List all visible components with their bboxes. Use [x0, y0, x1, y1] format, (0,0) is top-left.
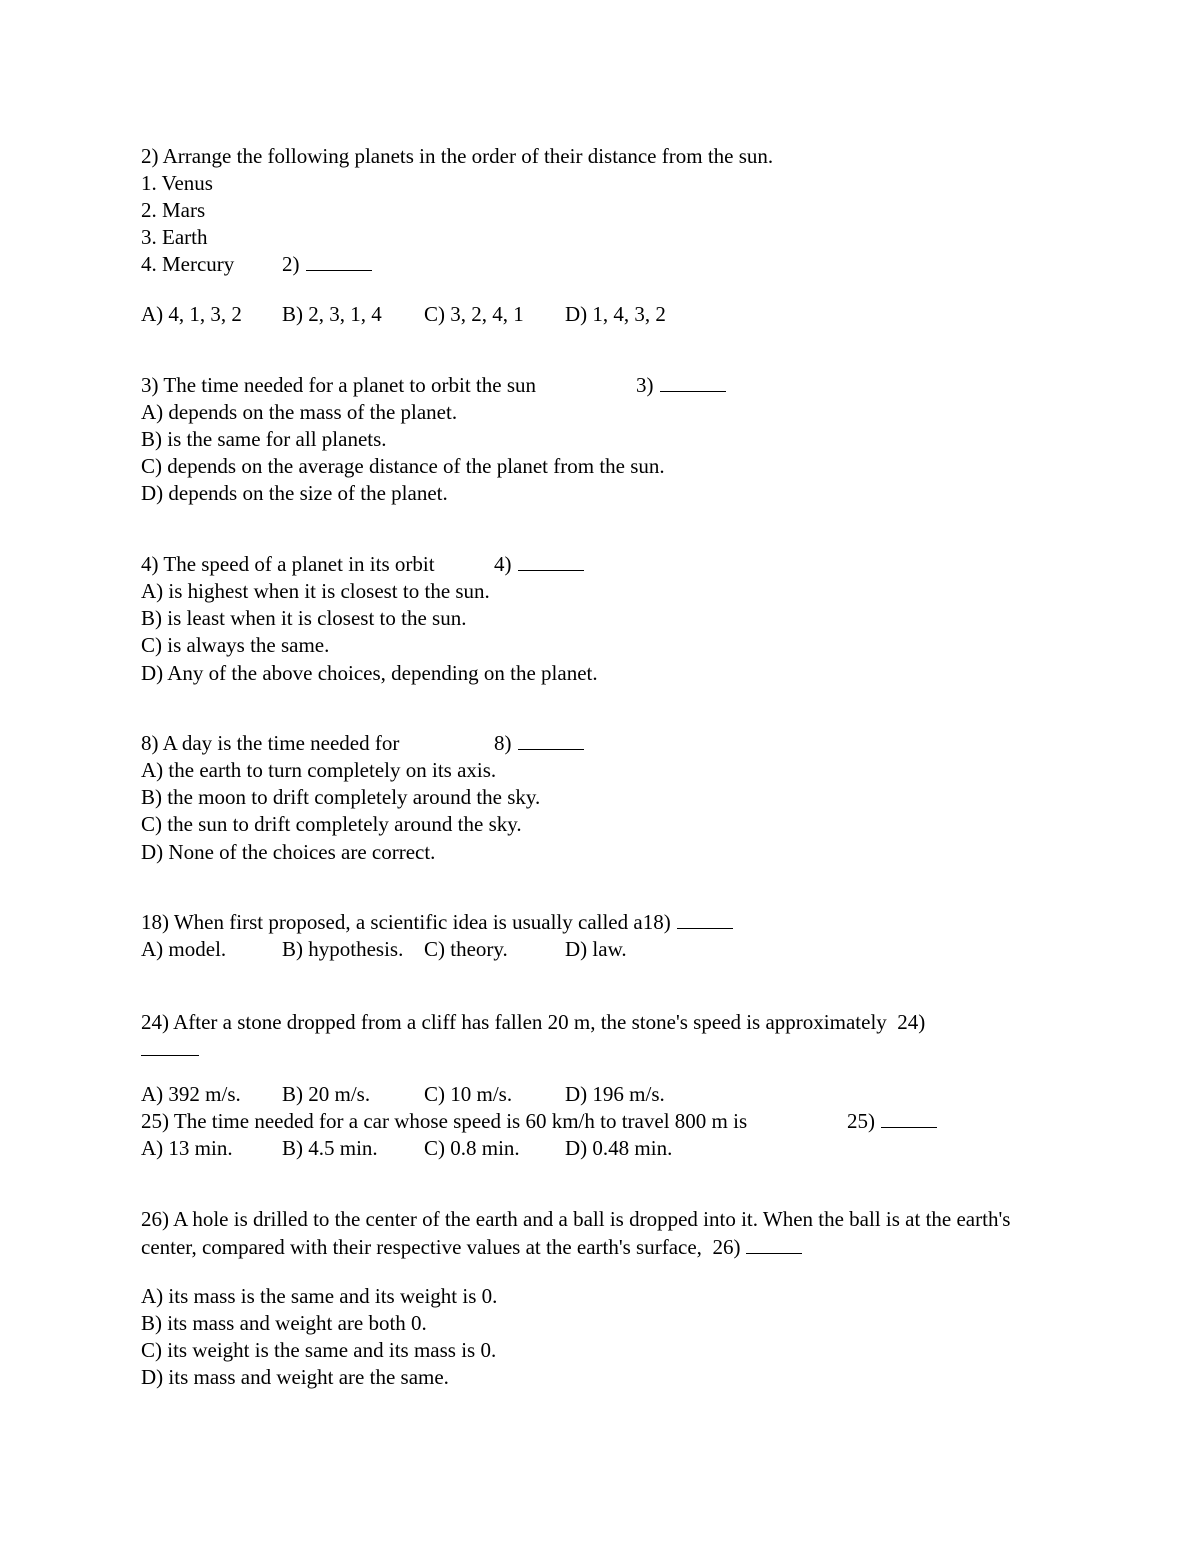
question-stem — [141, 909, 733, 936]
choice-b: B) 4.5 min. — [282, 1136, 378, 1160]
question-stem-text: 24) After a stone dropped from a cliff has fallen 20 m, the stone's speed is approximately — [141, 1010, 887, 1034]
list-item: 2. Mars — [141, 198, 206, 222]
choice-a: A) model. — [141, 937, 227, 961]
question-stem: 8) A day is the time needed for — [141, 731, 400, 755]
question-stem-text: 18) When first proposed, a scientific idea is usually called a — [141, 910, 643, 934]
answer-blank — [306, 252, 372, 271]
question-stem: 25) The time needed for a car whose speed is 60 km/h to travel 800 m is — [141, 1109, 748, 1133]
answer-blank — [518, 731, 584, 750]
choice-a: A) is highest when it is closest to the sun. — [141, 579, 490, 603]
choice-c: C) 0.8 min. — [424, 1136, 520, 1160]
choice-a: A) 13 min. — [141, 1136, 233, 1160]
answer-slot — [847, 1108, 937, 1135]
choice-c: C) theory. — [424, 937, 508, 961]
question-stem: 3) The time needed for a planet to orbit the sun — [141, 373, 536, 397]
choice-d: D) 196 m/s. — [565, 1082, 665, 1106]
choice-c: C) 10 m/s. — [424, 1082, 513, 1106]
choice-b: B) 20 m/s. — [282, 1082, 371, 1106]
answer-blank — [746, 1235, 802, 1254]
question-stem — [141, 1009, 925, 1036]
list-item: 1. Venus — [141, 171, 213, 195]
answer-blank — [141, 1037, 199, 1056]
choice-a: A) depends on the mass of the planet. — [141, 400, 458, 424]
answer-label: 8) — [494, 731, 512, 755]
choice-c: C) is always the same. — [141, 633, 330, 657]
choice-d: D) depends on the size of the planet. — [141, 481, 448, 505]
choice-d: D) its mass and weight are the same. — [141, 1365, 449, 1389]
choice-d: D) 1, 4, 3, 2 — [565, 302, 666, 326]
answer-label: 24) — [897, 1010, 926, 1034]
answer-slot — [494, 551, 584, 578]
choice-c: C) depends on the average distance of the planet from the sun. — [141, 454, 665, 478]
question-stem: 2) Arrange the following planets in the order of their distance from the sun. — [141, 144, 774, 168]
choice-b: B) the moon to drift completely around the sky. — [141, 785, 541, 809]
choice-c: C) the sun to drift completely around the sky. — [141, 812, 522, 836]
question-stem-text: 26) A hole is drilled to the center of the earth and a ball is dropped into it. When the ball is at the earth's center, compared with their respective values at the earth's surface, — [141, 1207, 1011, 1259]
answer-slot — [282, 251, 372, 278]
question-stem — [141, 1205, 1061, 1261]
answer-blank — [518, 552, 584, 571]
choice-d: D) None of the choices are correct. — [141, 840, 436, 864]
answer-label: 3) — [636, 373, 654, 397]
answer-slot — [494, 730, 584, 757]
choice-c: C) 3, 2, 4, 1 — [424, 302, 524, 326]
answer-blank — [881, 1109, 937, 1128]
question-stem: 4) The speed of a planet in its orbit — [141, 552, 435, 576]
answer-label: 2) — [282, 252, 300, 276]
choice-d: D) law. — [565, 937, 627, 961]
answer-label: 25) — [847, 1109, 875, 1133]
choice-d: D) Any of the above choices, depending on the planet. — [141, 661, 598, 685]
choice-b: B) is the same for all planets. — [141, 427, 387, 451]
choice-a: A) 392 m/s. — [141, 1082, 241, 1106]
choice-b: B) 2, 3, 1, 4 — [282, 302, 382, 326]
answer-blank — [660, 373, 726, 392]
choice-c: C) its weight is the same and its mass is 0. — [141, 1338, 497, 1362]
list-item: 3. Earth — [141, 225, 208, 249]
choice-b: B) hypothesis. — [282, 937, 404, 961]
choice-b: B) is least when it is closest to the sun. — [141, 606, 467, 630]
answer-slot — [712, 1235, 802, 1259]
choice-a: A) 4, 1, 3, 2 — [141, 302, 242, 326]
answer-label: 26) — [712, 1235, 741, 1259]
answer-slot — [636, 372, 726, 399]
choice-a: A) its mass is the same and its weight is 0. — [141, 1284, 498, 1308]
choice-a: A) the earth to turn completely on its axis. — [141, 758, 497, 782]
list-item: 4. Mercury — [141, 252, 235, 276]
answer-label: 18) — [642, 910, 671, 934]
answer-blank — [677, 910, 733, 929]
choice-d: D) 0.48 min. — [565, 1136, 673, 1160]
choice-b: B) its mass and weight are both 0. — [141, 1311, 427, 1335]
answer-label: 4) — [494, 552, 512, 576]
answer-slot — [141, 1036, 199, 1063]
